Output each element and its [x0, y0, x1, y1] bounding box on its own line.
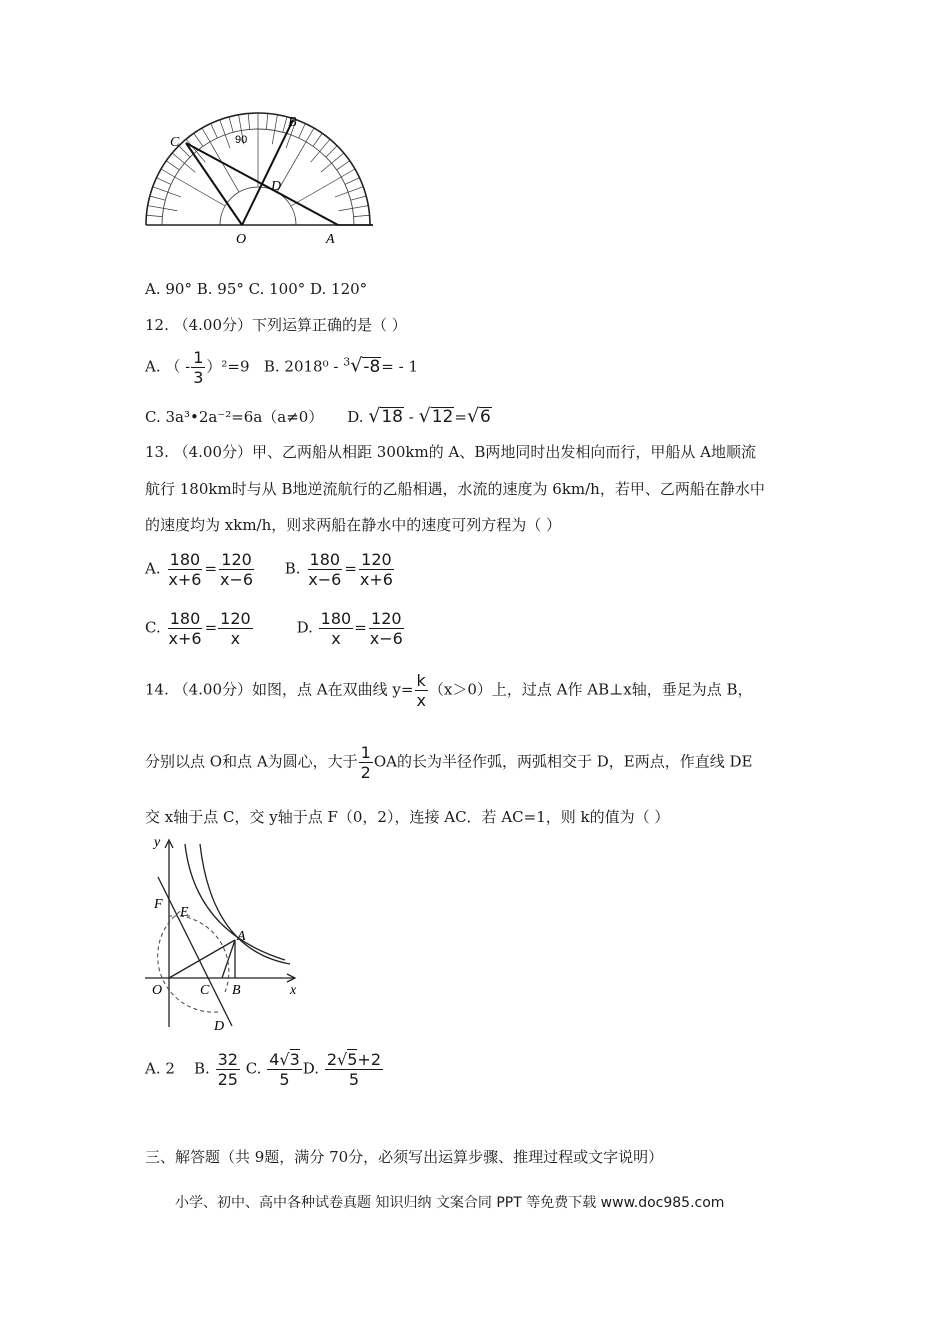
- q13-a-n1: 180: [169, 550, 201, 569]
- q12-b-index: 3: [343, 355, 351, 369]
- q12-b-pre: B. 2018⁰ -: [263, 357, 339, 376]
- radical-icon: √: [337, 1050, 348, 1069]
- q13-line2: 航行 180km时与从 B地逆流航行的乙船相遇，水流的速度为 6km/h，若甲、乙两船在静水中: [145, 480, 765, 498]
- q13-d-frac1: [319, 609, 354, 648]
- q13-a-eq: =: [204, 559, 218, 578]
- q13-b-eq: =: [344, 559, 357, 578]
- q13-d-eq: =: [354, 618, 367, 637]
- section-3-heading: 三、解答题（共 9题，满分 70分，必须写出运算步骤、推理过程或文字说明）: [145, 1148, 664, 1166]
- protractor-tick: [156, 178, 171, 185]
- q14-b-den: 25: [217, 1070, 238, 1089]
- q14-d-num: [325, 1050, 383, 1070]
- q14-c-label: C.: [245, 1059, 262, 1078]
- q13-b-frac1: [306, 550, 343, 589]
- q14-c-coef: 4: [269, 1050, 280, 1069]
- q13-a-frac1: [166, 550, 203, 589]
- fig-label-E: E: [180, 905, 189, 920]
- q14-c-frac: [267, 1050, 302, 1089]
- protractor-tick: [351, 196, 366, 200]
- q14-line1-post: （x＞0）上，过点 A作 AB⊥x轴，垂足为点 B，: [428, 680, 753, 699]
- radical-icon: √: [466, 405, 480, 427]
- q14-x: x: [416, 691, 426, 710]
- label-D: D: [271, 179, 282, 194]
- q12-a-pre: A. （ -: [145, 357, 191, 376]
- q13-b-n2: 120: [361, 550, 392, 569]
- q13-d-d2: x−6: [369, 629, 403, 648]
- q14-half-den: 2: [360, 763, 371, 782]
- q13-line1: 13. （4.00分）甲、乙两船从相距 300km的 A、B两地同时出发相向而行，甲船从 A地顺流: [145, 443, 756, 461]
- q13-a-frac2: [218, 550, 255, 589]
- q13-c-d2: x: [230, 629, 241, 648]
- protractor-tick: [299, 123, 306, 138]
- q13-a-d2: x−6: [220, 570, 254, 589]
- q13-c-d1: x+6: [168, 629, 202, 648]
- q14-c-den: 5: [279, 1070, 290, 1089]
- q14-b-frac: [216, 1050, 240, 1089]
- q13-c-n1: 180: [169, 609, 201, 628]
- q13-b-frac2: [358, 550, 395, 589]
- q13-line3: 的速度均为 xkm/h，则求两船在静水中的速度可列方程为（ ）: [145, 516, 562, 534]
- protractor-ray: [187, 184, 225, 206]
- q14-d-rad: 5: [347, 1050, 358, 1069]
- protractor-tick: [150, 196, 165, 200]
- q14-c-rad: 3: [289, 1050, 300, 1069]
- q13-c-frac2: [218, 609, 253, 648]
- q14-half-num: 1: [360, 743, 371, 762]
- q13-c-label: C.: [145, 618, 161, 637]
- q13-d-frac2: [368, 609, 405, 648]
- q12-d-a: 18: [381, 407, 403, 427]
- q12-b-post: = - 1: [381, 357, 419, 376]
- q12-a-frac: [191, 348, 205, 387]
- q13-b-n1: 180: [309, 550, 341, 569]
- q14-b-num: 32: [217, 1050, 238, 1069]
- fig-label-y: y: [154, 835, 161, 850]
- q13-c-frac1: [167, 609, 204, 648]
- q14-d-label: D.: [302, 1059, 320, 1078]
- page-footer: 小学、初中、高中各种试卷真题 知识归纳 文案合同 PPT 等免费下载 www.doc985.com: [175, 1195, 725, 1211]
- q14-line2: [145, 743, 752, 782]
- q13-b-d1: x−6: [308, 570, 342, 589]
- fig-label-B: B: [232, 983, 241, 998]
- q13-b-label: B.: [284, 559, 301, 578]
- q12-d-b: 12: [431, 407, 454, 427]
- q13-options-cd: [145, 609, 406, 648]
- protractor-figure: [138, 110, 378, 245]
- q12-options-cd: C. 3a³•2a⁻²=6a（a≠0） D. √18 - √12=√6: [145, 405, 491, 427]
- fig-label-O: O: [152, 983, 163, 998]
- radical-icon: √: [350, 354, 363, 377]
- q14-hyperbola-frac: [414, 671, 427, 710]
- q12-d-c: 6: [480, 407, 491, 427]
- protractor-tick: [313, 133, 322, 146]
- q13-a-label: A.: [145, 559, 161, 578]
- q14-a: A. 2: [145, 1059, 175, 1078]
- protractor-tick: [229, 117, 233, 132]
- protractor-tick: [326, 146, 337, 157]
- label-B: B: [288, 115, 297, 130]
- q13-a-n2: 120: [221, 550, 252, 569]
- q14-line1: [145, 671, 753, 710]
- q12-stem: 12. （4.00分）下列运算正确的是（ ）: [145, 316, 407, 334]
- radical-icon: √: [279, 1050, 290, 1069]
- protractor-tick: [166, 161, 179, 170]
- q14-k: k: [416, 671, 426, 690]
- q11-options: A. 90° B. 95° C. 100° D. 120°: [145, 280, 368, 298]
- q14-c-num: [267, 1050, 302, 1070]
- protractor-tick: [211, 123, 218, 138]
- q14-d-den: 5: [348, 1070, 360, 1089]
- q14-line3: 交 x轴于点 C，交 y轴于点 F（0，2），连接 AC．若 AC=1，则 k的值为（ ）: [145, 808, 670, 826]
- protractor-tick: [248, 113, 249, 129]
- q13-c-eq: =: [204, 618, 218, 637]
- q13-b-d2: x+6: [359, 570, 393, 589]
- label-C: C: [170, 135, 180, 150]
- label-A: A: [326, 232, 335, 245]
- q14-d-frac: [325, 1050, 383, 1089]
- protractor-tick: [337, 161, 350, 170]
- protractor-ray: [217, 154, 239, 192]
- label-90: 90: [235, 134, 248, 146]
- protractor-tick: [272, 115, 277, 145]
- protractor-tick: [283, 117, 287, 132]
- q14-b-label: B.: [194, 1059, 210, 1078]
- q13-d-d1: x: [331, 629, 341, 648]
- hyperbola-figure: [140, 832, 310, 1032]
- protractor-tick: [148, 206, 178, 211]
- fig-label-F: F: [154, 897, 163, 912]
- protractor-tick: [146, 215, 162, 216]
- protractor-tick: [194, 133, 203, 146]
- q13-a-d1: x+6: [168, 570, 202, 589]
- q14-d-coef: 2: [326, 1050, 338, 1069]
- q13-d-n1: 180: [320, 609, 352, 628]
- q12-a-num: 1: [193, 348, 204, 367]
- label-O: O: [236, 232, 247, 245]
- q12-c: C. 3a³•2a⁻²=6a（a≠0）: [145, 408, 324, 426]
- protractor-tick: [354, 215, 370, 216]
- q13-d-label: D.: [296, 618, 313, 637]
- q12-a-den: 3: [193, 368, 204, 387]
- q14-line1-pre: 14. （4.00分）如图，点 A在双曲线 y=: [145, 680, 414, 699]
- radical-icon: √: [368, 405, 381, 427]
- fig-label-C: C: [200, 983, 210, 998]
- fig-label-x: x: [290, 983, 297, 998]
- q13-d-n2: 120: [371, 609, 402, 628]
- q14-options: [145, 1050, 384, 1089]
- q12-d-pre: D.: [347, 408, 364, 426]
- q12-b-radicand: -8: [363, 356, 381, 377]
- q14-half-frac: [359, 743, 373, 782]
- protractor-tick: [266, 113, 267, 129]
- protractor-tick: [339, 206, 369, 211]
- protractor-tick: [345, 178, 360, 185]
- q14-line2-pre: 分别以点 O和点 A为圆心，大于: [145, 752, 358, 771]
- fig-label-D: D: [214, 1019, 225, 1032]
- fig-label-A: A: [237, 929, 246, 944]
- q13-c-n2: 120: [220, 609, 251, 628]
- q12-a-post: ）²=9: [206, 357, 250, 376]
- q13-options-ab: [145, 550, 396, 589]
- radical-icon: √: [418, 405, 431, 427]
- q14-d-plus: +2: [357, 1050, 382, 1069]
- q14-line2-post: OA的长为半径作弧，两弧相交于 D，E两点，作直线 DE: [373, 752, 753, 771]
- q12-options-ab: [145, 348, 418, 387]
